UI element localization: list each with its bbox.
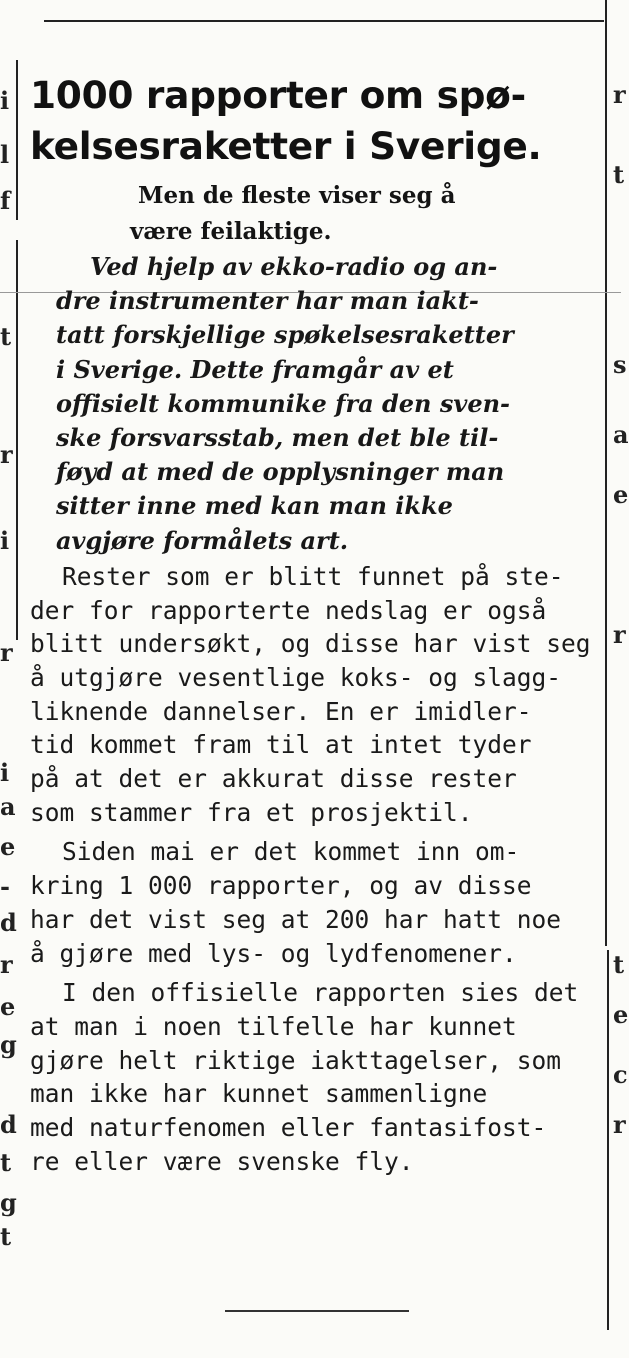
lede-line: offisielt kommunike fra den sven- — [56, 388, 510, 418]
gutter-char: t — [0, 322, 12, 351]
gutter-char: t — [0, 1148, 12, 1177]
headline — [30, 70, 602, 172]
gutter-char: c — [613, 1060, 628, 1089]
body-line: å utgjøre vesentlige koks- og slagg- — [30, 662, 562, 692]
body-line: på at det er akkurat disse rester — [30, 764, 517, 794]
body-line: man ikke har kunnet sammenligne — [30, 1079, 488, 1109]
gutter-char: g — [0, 1030, 17, 1059]
headline-line: kelsesraketter i Sverige. — [30, 124, 542, 168]
gutter-char: t — [613, 950, 625, 979]
gutter-char: e — [613, 480, 629, 509]
gutter-char: i — [0, 758, 10, 787]
article-column — [30, 60, 602, 1178]
gutter-char: e — [0, 992, 16, 1021]
gutter-char: a — [0, 792, 16, 821]
lede-line: ske forsvarsstab, men det ble til- — [56, 423, 499, 453]
left-column-rule — [16, 60, 18, 220]
body-line: Rester som er blitt funnet på ste- — [62, 561, 564, 591]
lede-line: i Sverige. Dette framgår av et — [56, 354, 454, 384]
body-paragraph-1 — [30, 560, 602, 830]
gutter-char: d — [0, 908, 17, 937]
body-line: å gjøre med lys- og lydfenomener. — [30, 938, 517, 968]
lede-line: avgjøre formålets art. — [56, 525, 349, 555]
headline-line: 1000 rapporter om spø- — [30, 73, 526, 117]
gutter-char: r — [0, 638, 13, 667]
gutter-char: t — [613, 160, 625, 189]
lede-line: dre instrumenter har man iakt- — [56, 286, 479, 316]
body-line: gjøre helt riktige iakttagelser, som — [30, 1045, 562, 1075]
lede-line: føyd at med de opplysninger man — [56, 457, 505, 487]
gutter-char: r — [0, 950, 13, 979]
top-rule — [44, 20, 604, 22]
gutter-char: r — [613, 1110, 626, 1139]
lede-line: tatt forskjellige spøkelsesraketter — [56, 320, 514, 350]
gutter-char: r — [0, 440, 13, 469]
body-line: re eller være svenske fly. — [30, 1146, 414, 1176]
gutter-char: r — [613, 80, 626, 109]
body-line: som stammer fra et prosjektil. — [30, 797, 473, 827]
body-line: blitt undersøkt, og disse har vist seg — [30, 629, 591, 659]
body-line: kring 1 000 rapporter, og av disse — [30, 871, 532, 901]
left-column-rule-lower — [16, 240, 18, 640]
gutter-char: l — [0, 140, 10, 169]
gutter-char: a — [613, 420, 629, 449]
right-column-rule — [605, 0, 607, 946]
body-line: tid kommet fram til at intet tyder — [30, 730, 532, 760]
end-of-article-rule — [225, 1310, 409, 1312]
body-line: Siden mai er det kommet inn om- — [62, 837, 520, 867]
body-paragraph-2 — [30, 835, 602, 970]
right-column-rule-lower — [607, 950, 609, 1330]
gutter-char: i — [0, 86, 10, 115]
lede-line: Ved hjelp av ekko-radio og an- — [90, 252, 498, 281]
body-paragraph-3 — [30, 976, 602, 1178]
gutter-char: t — [0, 1222, 12, 1251]
subhead-line: Men de fleste viser seg å — [138, 182, 456, 209]
gutter-char: s — [613, 350, 627, 379]
subhead-line: være feilaktige. — [130, 218, 332, 245]
body-line: med naturfenomen eller fantasifost- — [30, 1113, 547, 1143]
body-line: I den offisielle rapporten sies det — [62, 978, 579, 1008]
body-line: liknende dannelser. En er imidler- — [30, 696, 532, 726]
body-line: har det vist seg at 200 har hatt noe — [30, 904, 562, 934]
gutter-char: d — [0, 1110, 17, 1139]
gutter-char: - — [0, 872, 10, 901]
gutter-char: r — [613, 620, 626, 649]
body-line: der for rapporterte nedslag er også — [30, 595, 547, 625]
gutter-char: g — [0, 1188, 17, 1217]
lede-line: sitter inne med kan man ikke — [56, 491, 453, 521]
gutter-char: i — [0, 526, 10, 555]
lede-paragraph — [30, 250, 602, 558]
gutter-char: f — [0, 186, 11, 215]
gutter-char: e — [613, 1000, 629, 1029]
gutter-char: e — [0, 832, 16, 861]
body-line: at man i noen tilfelle har kunnet — [30, 1011, 517, 1041]
subheadline — [130, 178, 602, 250]
